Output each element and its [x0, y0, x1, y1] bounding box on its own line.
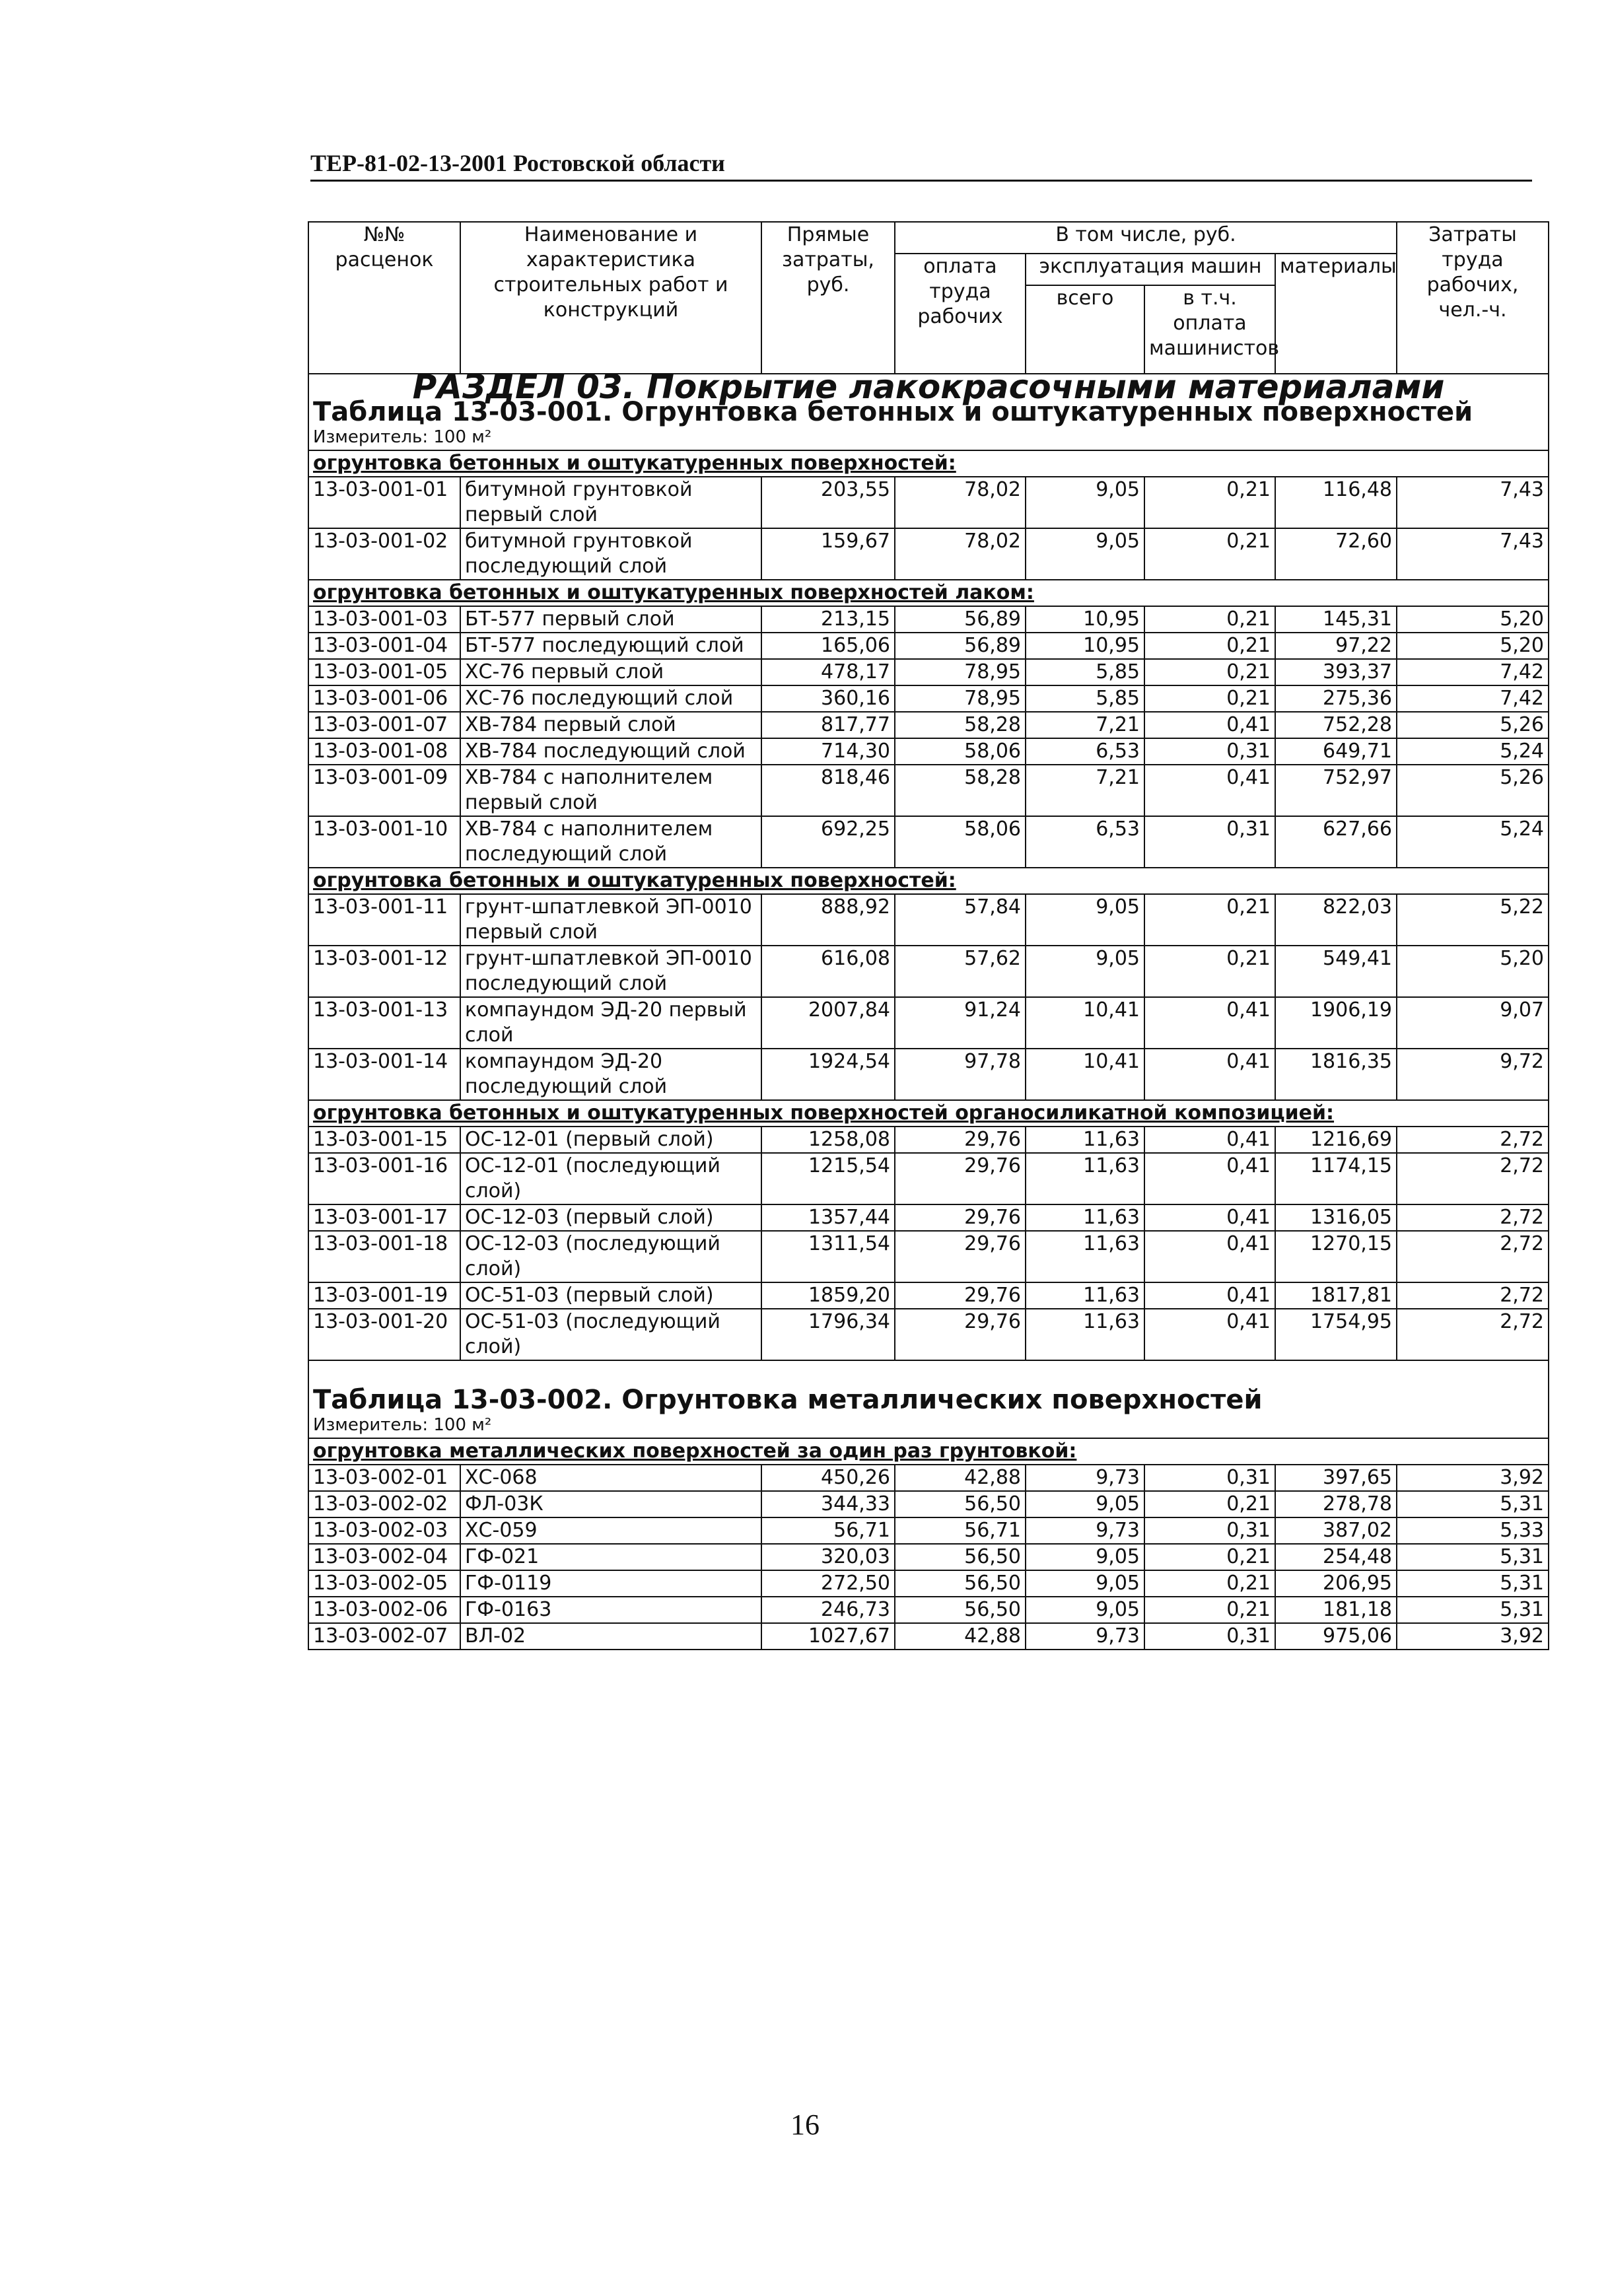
rate-code: 13-03-001-05 — [308, 659, 460, 685]
machinist-labor-cost: 0,21 — [1144, 946, 1275, 997]
rate-code: 13-03-001-16 — [308, 1153, 460, 1204]
work-hours: 5,20 — [1397, 633, 1549, 659]
rate-name: компаундом ЭД-20 последующий слой — [460, 1049, 761, 1100]
machines-cost: 5,85 — [1026, 685, 1144, 712]
machines-cost: 9,05 — [1026, 1570, 1144, 1597]
machines-cost: 11,63 — [1026, 1231, 1144, 1282]
direct-cost: 1258,08 — [761, 1127, 895, 1153]
rate-name: компаундом ЭД-20 первый слой — [460, 997, 761, 1049]
table-row — [308, 1623, 1549, 1650]
labor-cost: 29,76 — [895, 1309, 1026, 1360]
rate-code: 13-03-002-06 — [308, 1597, 460, 1623]
direct-cost: 478,17 — [761, 659, 895, 685]
table-row — [308, 738, 1549, 765]
col-machines-labor-header: в т.ч. оплата машинистов — [1144, 285, 1275, 374]
materials-cost: 1316,05 — [1275, 1204, 1397, 1231]
labor-cost: 29,76 — [895, 1231, 1026, 1282]
rate-code: 13-03-001-12 — [308, 946, 460, 997]
direct-cost: 616,08 — [761, 946, 895, 997]
materials-cost: 1906,19 — [1275, 997, 1397, 1049]
labor-cost: 58,06 — [895, 816, 1026, 868]
rate-code: 13-03-001-14 — [308, 1049, 460, 1100]
labor-cost: 58,06 — [895, 738, 1026, 765]
rate-name: битумной грунтовкой последующий слой — [460, 528, 761, 580]
work-hours: 5,31 — [1397, 1491, 1549, 1517]
section-title: РАЗДЕЛ 03. Покрытие лакокрасочными материалами — [308, 374, 1549, 400]
rate-name: ВЛ-02 — [460, 1623, 761, 1650]
table-row — [308, 816, 1549, 868]
table-row — [308, 606, 1549, 633]
rates-table — [308, 221, 1549, 1677]
table-row — [308, 1465, 1549, 1491]
table-row — [308, 1570, 1549, 1597]
machinist-labor-cost: 0,41 — [1144, 1204, 1275, 1231]
materials-cost: 1754,95 — [1275, 1309, 1397, 1360]
machines-cost: 11,63 — [1026, 1282, 1144, 1309]
table-row — [308, 528, 1549, 580]
direct-cost: 818,46 — [761, 765, 895, 816]
col-direct-header: Прямые затраты, руб. — [761, 222, 895, 374]
table-row — [308, 1231, 1549, 1282]
machinist-labor-cost: 0,21 — [1144, 659, 1275, 685]
materials-cost: 145,31 — [1275, 606, 1397, 633]
materials-cost: 97,22 — [1275, 633, 1397, 659]
materials-cost: 649,71 — [1275, 738, 1397, 765]
rate-name: ГФ-0163 — [460, 1597, 761, 1623]
direct-cost: 1215,54 — [761, 1153, 895, 1204]
work-hours: 2,72 — [1397, 1127, 1549, 1153]
work-hours: 5,24 — [1397, 738, 1549, 765]
rate-name: битумной грунтовкой первый слой — [460, 477, 761, 528]
work-hours: 5,31 — [1397, 1570, 1549, 1597]
group-heading: огрунтовка бетонных и оштукатуренных поверхностей: — [308, 450, 1549, 477]
labor-cost: 56,50 — [895, 1570, 1026, 1597]
direct-cost: 360,16 — [761, 685, 895, 712]
table-row — [308, 946, 1549, 997]
materials-cost: 822,03 — [1275, 894, 1397, 946]
machines-cost: 9,73 — [1026, 1465, 1144, 1491]
machinist-labor-cost: 0,41 — [1144, 1309, 1275, 1360]
machines-cost: 10,41 — [1026, 997, 1144, 1049]
machines-cost: 7,21 — [1026, 712, 1144, 738]
direct-cost: 344,33 — [761, 1491, 895, 1517]
rate-code: 13-03-002-07 — [308, 1623, 460, 1650]
materials-cost: 752,97 — [1275, 765, 1397, 816]
materials-cost: 278,78 — [1275, 1491, 1397, 1517]
table-title: Таблица 13-03-002. Огрунтовка металлических поверхностей — [308, 1387, 1549, 1412]
materials-cost: 181,18 — [1275, 1597, 1397, 1623]
labor-cost: 91,24 — [895, 997, 1026, 1049]
direct-cost: 1311,54 — [761, 1231, 895, 1282]
materials-cost: 206,95 — [1275, 1570, 1397, 1597]
spacer-cell — [308, 1650, 1549, 1677]
group-heading: огрунтовка бетонных и оштукатуренных поверхностей лаком: — [308, 580, 1549, 606]
rate-code: 13-03-001-17 — [308, 1204, 460, 1231]
direct-cost: 1924,54 — [761, 1049, 895, 1100]
table-header — [308, 222, 1549, 374]
col-labor-header: оплата труда рабочих — [895, 254, 1026, 374]
labor-cost: 42,88 — [895, 1465, 1026, 1491]
machinist-labor-cost: 0,41 — [1144, 1127, 1275, 1153]
table-row — [308, 659, 1549, 685]
work-hours: 5,26 — [1397, 712, 1549, 738]
rate-name: ХВ-784 первый слой — [460, 712, 761, 738]
table-row — [308, 1517, 1549, 1544]
direct-cost: 320,03 — [761, 1544, 895, 1570]
machinist-labor-cost: 0,41 — [1144, 1153, 1275, 1204]
rate-code: 13-03-001-10 — [308, 816, 460, 868]
machines-cost: 6,53 — [1026, 816, 1144, 868]
work-hours: 5,20 — [1397, 946, 1549, 997]
table-row — [308, 1544, 1549, 1570]
rate-name: ОС-12-01 (первый слой) — [460, 1127, 761, 1153]
rate-name: ФЛ-03К — [460, 1491, 761, 1517]
machines-cost: 6,53 — [1026, 738, 1144, 765]
machinist-labor-cost: 0,31 — [1144, 816, 1275, 868]
rate-name: грунт-шпатлевкой ЭП-0010 первый слой — [460, 894, 761, 946]
labor-cost: 58,28 — [895, 765, 1026, 816]
machinist-labor-cost: 0,21 — [1144, 606, 1275, 633]
labor-cost: 78,95 — [895, 659, 1026, 685]
direct-cost: 450,26 — [761, 1465, 895, 1491]
table-spacer — [308, 1650, 1549, 1677]
machinist-labor-cost: 0,21 — [1144, 1597, 1275, 1623]
document-header: ТЕР-81-02-13-2001 Ростовской области — [310, 149, 1532, 182]
table-spacer — [308, 1360, 1549, 1387]
machinist-labor-cost: 0,21 — [1144, 894, 1275, 946]
materials-cost: 1216,69 — [1275, 1127, 1397, 1153]
work-hours: 7,42 — [1397, 659, 1549, 685]
rate-code: 13-03-001-09 — [308, 765, 460, 816]
price-sheet — [308, 221, 1548, 1677]
work-hours: 2,72 — [1397, 1309, 1549, 1360]
materials-cost: 1817,81 — [1275, 1282, 1397, 1309]
labor-cost: 57,84 — [895, 894, 1026, 946]
rate-code: 13-03-001-03 — [308, 606, 460, 633]
rate-name: ХВ-784 с наполнителем последующий слой — [460, 816, 761, 868]
page-number: 16 — [790, 2108, 820, 2141]
machines-cost: 11,63 — [1026, 1153, 1144, 1204]
labor-cost: 58,28 — [895, 712, 1026, 738]
rate-name: ОС-51-03 (первый слой) — [460, 1282, 761, 1309]
work-hours: 3,92 — [1397, 1623, 1549, 1650]
machines-cost: 10,41 — [1026, 1049, 1144, 1100]
direct-cost: 1796,34 — [761, 1309, 895, 1360]
machines-cost: 9,05 — [1026, 477, 1144, 528]
machinist-labor-cost: 0,21 — [1144, 528, 1275, 580]
work-hours: 3,92 — [1397, 1465, 1549, 1491]
direct-cost: 203,55 — [761, 477, 895, 528]
rate-code: 13-03-001-01 — [308, 477, 460, 528]
machinist-labor-cost: 0,31 — [1144, 1623, 1275, 1650]
machinist-labor-cost: 0,21 — [1144, 685, 1275, 712]
rate-name: ХВ-784 с наполнителем первый слой — [460, 765, 761, 816]
direct-cost: 1027,67 — [761, 1623, 895, 1650]
rate-name: БТ-577 последующий слой — [460, 633, 761, 659]
machines-cost: 5,85 — [1026, 659, 1144, 685]
rate-code: 13-03-002-05 — [308, 1570, 460, 1597]
rate-code: 13-03-001-02 — [308, 528, 460, 580]
labor-cost: 56,50 — [895, 1544, 1026, 1570]
materials-cost: 397,65 — [1275, 1465, 1397, 1491]
col-incl-header: В том числе, руб. — [895, 222, 1397, 254]
materials-cost: 72,60 — [1275, 528, 1397, 580]
table-row — [308, 1491, 1549, 1517]
materials-cost: 975,06 — [1275, 1623, 1397, 1650]
work-hours: 2,72 — [1397, 1282, 1549, 1309]
labor-cost: 56,89 — [895, 606, 1026, 633]
rate-name: ГФ-021 — [460, 1544, 761, 1570]
direct-cost: 714,30 — [761, 738, 895, 765]
materials-cost: 1816,35 — [1275, 1049, 1397, 1100]
rate-code: 13-03-001-08 — [308, 738, 460, 765]
rate-code: 13-03-001-13 — [308, 997, 460, 1049]
labor-cost: 56,50 — [895, 1491, 1026, 1517]
machinist-labor-cost: 0,41 — [1144, 997, 1275, 1049]
table-row — [308, 765, 1549, 816]
machines-cost: 11,63 — [1026, 1309, 1144, 1360]
table-row — [308, 1309, 1549, 1360]
rate-code: 13-03-001-20 — [308, 1309, 460, 1360]
rate-name: ОС-12-03 (первый слой) — [460, 1204, 761, 1231]
work-hours: 7,43 — [1397, 528, 1549, 580]
machines-cost: 9,05 — [1026, 1597, 1144, 1623]
labor-cost: 97,78 — [895, 1049, 1026, 1100]
machines-cost: 11,63 — [1026, 1204, 1144, 1231]
rate-name: ОС-12-01 (последующий слой) — [460, 1153, 761, 1204]
machinist-labor-cost: 0,31 — [1144, 1465, 1275, 1491]
labor-cost: 42,88 — [895, 1623, 1026, 1650]
work-hours: 7,42 — [1397, 685, 1549, 712]
machines-cost: 11,63 — [1026, 1127, 1144, 1153]
direct-cost: 165,06 — [761, 633, 895, 659]
machinist-labor-cost: 0,41 — [1144, 712, 1275, 738]
labor-cost: 78,95 — [895, 685, 1026, 712]
group-heading: огрунтовка металлических поверхностей за один раз грунтовкой: — [308, 1438, 1549, 1465]
materials-cost: 393,37 — [1275, 659, 1397, 685]
machines-cost: 9,05 — [1026, 946, 1144, 997]
col-hours-header: Затраты труда рабочих, чел.-ч. — [1397, 222, 1549, 374]
machinist-labor-cost: 0,21 — [1144, 1570, 1275, 1597]
col-name-header: Наименование и характеристика строительных работ и конструкций — [460, 222, 761, 374]
table-row — [308, 1282, 1549, 1309]
machinist-labor-cost: 0,21 — [1144, 633, 1275, 659]
work-hours: 9,07 — [1397, 997, 1549, 1049]
col-machines-header: эксплуатация машин — [1026, 254, 1275, 285]
machinist-labor-cost: 0,41 — [1144, 1282, 1275, 1309]
rate-name: ХС-068 — [460, 1465, 761, 1491]
machines-cost: 10,95 — [1026, 606, 1144, 633]
group-heading: огрунтовка бетонных и оштукатуренных поверхностей органосиликатной композицией: — [308, 1100, 1549, 1127]
machines-cost: 10,95 — [1026, 633, 1144, 659]
direct-cost: 272,50 — [761, 1570, 895, 1597]
machines-cost: 9,73 — [1026, 1623, 1144, 1650]
table-row — [308, 712, 1549, 738]
labor-cost: 29,76 — [895, 1127, 1026, 1153]
machines-cost: 9,05 — [1026, 528, 1144, 580]
direct-cost: 1357,44 — [761, 1204, 895, 1231]
materials-cost: 1174,15 — [1275, 1153, 1397, 1204]
machines-cost: 9,05 — [1026, 1544, 1144, 1570]
machines-cost: 9,05 — [1026, 894, 1144, 946]
machines-cost: 7,21 — [1026, 765, 1144, 816]
materials-cost: 116,48 — [1275, 477, 1397, 528]
work-hours: 2,72 — [1397, 1153, 1549, 1204]
col-materials-header: материалы — [1275, 254, 1397, 374]
rate-name: ХВ-784 последующий слой — [460, 738, 761, 765]
labor-cost: 57,62 — [895, 946, 1026, 997]
materials-cost: 627,66 — [1275, 816, 1397, 868]
machinist-labor-cost: 0,31 — [1144, 1517, 1275, 1544]
work-hours: 5,24 — [1397, 816, 1549, 868]
direct-cost: 1859,20 — [761, 1282, 895, 1309]
machinist-labor-cost: 0,21 — [1144, 477, 1275, 528]
work-hours: 5,22 — [1397, 894, 1549, 946]
table-row — [308, 1049, 1549, 1100]
direct-cost: 246,73 — [761, 1597, 895, 1623]
labor-cost: 29,76 — [895, 1282, 1026, 1309]
table-row — [308, 997, 1549, 1049]
table-meter: Измеритель: 100 м² — [308, 425, 1549, 450]
work-hours: 5,26 — [1397, 765, 1549, 816]
table-row — [308, 1204, 1549, 1231]
rate-name: ГФ-0119 — [460, 1570, 761, 1597]
table-row — [308, 477, 1549, 528]
machinist-labor-cost: 0,41 — [1144, 1231, 1275, 1282]
labor-cost: 78,02 — [895, 477, 1026, 528]
labor-cost: 29,76 — [895, 1153, 1026, 1204]
rate-name: ОС-51-03 (последующий слой) — [460, 1309, 761, 1360]
work-hours: 2,72 — [1397, 1231, 1549, 1282]
work-hours: 5,31 — [1397, 1597, 1549, 1623]
direct-cost: 692,25 — [761, 816, 895, 868]
table-row — [308, 1127, 1549, 1153]
machinist-labor-cost: 0,21 — [1144, 1491, 1275, 1517]
rate-name: ХС-76 последующий слой — [460, 685, 761, 712]
machinist-labor-cost: 0,31 — [1144, 738, 1275, 765]
rate-name: ОС-12-03 (последующий слой) — [460, 1231, 761, 1282]
table-row — [308, 1153, 1549, 1204]
machinist-labor-cost: 0,41 — [1144, 1049, 1275, 1100]
direct-cost: 817,77 — [761, 712, 895, 738]
rate-code: 13-03-001-15 — [308, 1127, 460, 1153]
work-hours: 2,72 — [1397, 1204, 1549, 1231]
rate-name: БТ-577 первый слой — [460, 606, 761, 633]
rate-code: 13-03-001-06 — [308, 685, 460, 712]
direct-cost: 159,67 — [761, 528, 895, 580]
direct-cost: 2007,84 — [761, 997, 895, 1049]
table-row — [308, 1597, 1549, 1623]
labor-cost: 29,76 — [895, 1204, 1026, 1231]
table-title: Таблица 13-03-001. Огрунтовка бетонных и оштукатуренных поверхностей — [308, 400, 1549, 425]
spacer-cell — [308, 1360, 1549, 1387]
machinist-labor-cost: 0,41 — [1144, 765, 1275, 816]
work-hours: 9,72 — [1397, 1049, 1549, 1100]
work-hours: 5,31 — [1397, 1544, 1549, 1570]
work-hours: 5,33 — [1397, 1517, 1549, 1544]
col-machines-total-header: всего — [1026, 285, 1144, 374]
rate-code: 13-03-001-07 — [308, 712, 460, 738]
work-hours: 7,43 — [1397, 477, 1549, 528]
materials-cost: 254,48 — [1275, 1544, 1397, 1570]
materials-cost: 1270,15 — [1275, 1231, 1397, 1282]
machines-cost: 9,73 — [1026, 1517, 1144, 1544]
rate-name: ХС-059 — [460, 1517, 761, 1544]
machinist-labor-cost: 0,21 — [1144, 1544, 1275, 1570]
rate-name: ХС-76 первый слой — [460, 659, 761, 685]
rate-code: 13-03-001-18 — [308, 1231, 460, 1282]
table-row — [308, 633, 1549, 659]
table-meter: Измеритель: 100 м² — [308, 1412, 1549, 1438]
machines-cost: 9,05 — [1026, 1491, 1144, 1517]
rate-code: 13-03-002-01 — [308, 1465, 460, 1491]
materials-cost: 387,02 — [1275, 1517, 1397, 1544]
direct-cost: 56,71 — [761, 1517, 895, 1544]
group-heading: огрунтовка бетонных и оштукатуренных поверхностей: — [308, 868, 1549, 894]
labor-cost: 78,02 — [895, 528, 1026, 580]
rate-code: 13-03-001-11 — [308, 894, 460, 946]
table-row — [308, 685, 1549, 712]
materials-cost: 752,28 — [1275, 712, 1397, 738]
rate-code: 13-03-002-03 — [308, 1517, 460, 1544]
direct-cost: 213,15 — [761, 606, 895, 633]
table-row — [308, 894, 1549, 946]
labor-cost: 56,89 — [895, 633, 1026, 659]
work-hours: 5,20 — [1397, 606, 1549, 633]
table-body — [308, 368, 1549, 1677]
rate-code: 13-03-002-02 — [308, 1491, 460, 1517]
direct-cost: 888,92 — [761, 894, 895, 946]
col-code-header: №№ расценок — [308, 222, 460, 374]
materials-cost: 275,36 — [1275, 685, 1397, 712]
rate-name: грунт-шпатлевкой ЭП-0010 последующий слой — [460, 946, 761, 997]
rate-code: 13-03-001-04 — [308, 633, 460, 659]
rate-code: 13-03-002-04 — [308, 1544, 460, 1570]
labor-cost: 56,50 — [895, 1597, 1026, 1623]
materials-cost: 549,41 — [1275, 946, 1397, 997]
rate-code: 13-03-001-19 — [308, 1282, 460, 1309]
labor-cost: 56,71 — [895, 1517, 1026, 1544]
